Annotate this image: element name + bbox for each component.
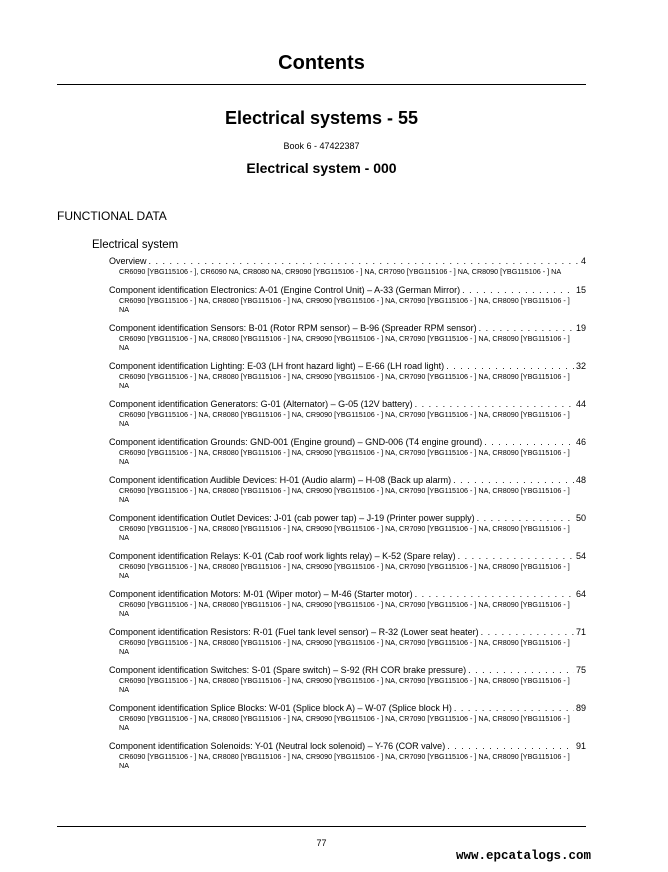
dot-leader (468, 665, 574, 676)
toc-entry-line (109, 475, 586, 486)
toc-entry-title[interactable]: Component identification Resistors: R-01 (Fuel tank level sensor) – R-32 (Lower seat heater) (109, 626, 479, 637)
book-reference: Book 6 - 47422387 (283, 141, 360, 151)
dot-leader (458, 551, 574, 562)
toc-entry-line (109, 513, 586, 524)
toc-entry-models: CR6090 [YBG115106 - ] NA, CR8080 [YBG115106 - ] NA, CR9090 [YBG115106 - ] NA, CR7090 [YBG115106 - ] NA, CR8090 [YBG115106 - ] NA (119, 485, 570, 504)
toc-entry-line (109, 741, 586, 752)
group-heading: Electrical system (92, 239, 179, 251)
toc-entry-line (109, 589, 586, 600)
dot-leader (479, 323, 574, 334)
toc-entry[interactable] (109, 475, 586, 505)
toc-entry-line (109, 285, 586, 296)
dot-leader (447, 741, 574, 752)
top-rule (57, 84, 586, 85)
toc-entry-page[interactable]: 89 (575, 702, 586, 713)
dot-leader (446, 361, 574, 372)
toc-entry[interactable] (109, 361, 586, 391)
toc-entry-title[interactable]: Component identification Splice Blocks: W-01 (Splice block A) – W-07 (Splice block H) (109, 702, 452, 713)
toc-entry-title[interactable]: Component identification Grounds: GND-001 (Engine ground) – GND-006 (T4 engine ground) (109, 436, 483, 447)
toc-entry-models: CR6090 [YBG115106 - ] NA, CR8080 [YBG115106 - ] NA, CR9090 [YBG115106 - ] NA, CR7090 [YBG115106 - ] NA, CR8090 [YBG115106 - ] NA (119, 295, 570, 314)
toc-entry-page[interactable]: 48 (575, 474, 586, 485)
dot-leader (477, 513, 574, 524)
toc-entry-page[interactable]: 4 (580, 256, 586, 266)
page-number: 77 (316, 838, 327, 848)
section-title: Electrical systems - 55 (224, 108, 419, 128)
toc-entry-title[interactable]: Component identification Lighting: E-03 (LH front hazard light) – E-66 (LH road light) (109, 360, 445, 371)
toc-entry-page[interactable]: 46 (575, 436, 586, 447)
toc-entry-models: CR6090 [YBG115106 - ] NA, CR8080 [YBG115106 - ] NA, CR9090 [YBG115106 - ] NA, CR7090 [YBG115106 - ] NA, CR8090 [YBG115106 - ] NA (119, 751, 570, 770)
dot-leader (454, 703, 574, 714)
toc-entry-page[interactable]: 64 (575, 588, 586, 599)
table-of-contents (109, 256, 586, 779)
subsection-title: Electrical system - 000 (246, 160, 397, 176)
toc-entry[interactable] (109, 665, 586, 695)
functional-data-heading: FUNCTIONAL DATA (57, 209, 167, 223)
toc-entry-line (109, 665, 586, 676)
dot-leader (415, 399, 574, 410)
toc-entry-models: CR6090 [YBG115106 - ] NA, CR8080 [YBG115106 - ] NA, CR9090 [YBG115106 - ] NA, CR7090 [YBG115106 - ] NA, CR8090 [YBG115106 - ] NA (119, 371, 570, 390)
toc-entry-page[interactable]: 44 (575, 398, 586, 409)
toc-entry[interactable] (109, 703, 586, 733)
toc-entry[interactable] (109, 256, 586, 277)
dot-leader (484, 437, 574, 448)
toc-entry[interactable] (109, 323, 586, 353)
bottom-rule (57, 826, 586, 827)
dot-leader (462, 285, 574, 296)
toc-entry-page[interactable]: 19 (575, 322, 586, 333)
toc-entry-title[interactable]: Component identification Relays: K-01 (Cab roof work lights relay) – K-52 (Spare relay) (109, 550, 456, 561)
dot-leader (415, 589, 574, 600)
toc-entry-page[interactable]: 15 (575, 284, 586, 295)
toc-entry[interactable] (109, 399, 586, 429)
toc-entry-title[interactable]: Component identification Solenoids: Y-01 (Neutral lock solenoid) – Y-76 (COR valve) (109, 740, 446, 751)
toc-entry-page[interactable]: 71 (575, 626, 586, 637)
toc-entry-line (109, 703, 586, 714)
toc-entry-title[interactable]: Component identification Motors: M-01 (Wiper motor) – M-46 (Starter motor) (109, 588, 413, 599)
toc-entry-models: CR6090 [YBG115106 - ] NA, CR8080 [YBG115106 - ] NA, CR9090 [YBG115106 - ] NA, CR7090 [YBG115106 - ] NA, CR8090 [YBG115106 - ] NA (119, 713, 570, 732)
toc-entry-title[interactable]: Component identification Sensors: B-01 (Rotor RPM sensor) – B-96 (Spreader RPM sensor) (109, 322, 477, 333)
page-title: Contents (278, 52, 365, 74)
watermark: www.epcatalogs.com (456, 849, 592, 863)
toc-entry-page[interactable]: 91 (575, 740, 586, 751)
toc-entry-line (109, 437, 586, 448)
toc-entry-models: CR6090 [YBG115106 - ], CR6090 NA, CR8080 NA, CR9090 [YBG115106 - ] NA, CR7090 [YBG115106 - ] NA, CR8090 [YBG115106 - ] NA (119, 267, 562, 276)
toc-entry-models: CR6090 [YBG115106 - ] NA, CR8080 [YBG115106 - ] NA, CR9090 [YBG115106 - ] NA, CR7090 [YBG115106 - ] NA, CR8090 [YBG115106 - ] NA (119, 561, 570, 580)
toc-entry[interactable] (109, 627, 586, 657)
toc-entry[interactable] (109, 437, 586, 467)
toc-entry[interactable] (109, 513, 586, 543)
toc-entry[interactable] (109, 551, 586, 581)
dot-leader (453, 475, 574, 486)
toc-entry-models: CR6090 [YBG115106 - ] NA, CR8080 [YBG115106 - ] NA, CR9090 [YBG115106 - ] NA, CR7090 [YBG115106 - ] NA, CR8090 [YBG115106 - ] NA (119, 333, 570, 352)
toc-entry-models: CR6090 [YBG115106 - ] NA, CR8080 [YBG115106 - ] NA, CR9090 [YBG115106 - ] NA, CR7090 [YBG115106 - ] NA, CR8090 [YBG115106 - ] NA (119, 637, 570, 656)
toc-entry-title[interactable]: Component identification Generators: G-01 (Alternator) – G-05 (12V battery) (109, 398, 413, 409)
dot-leader (481, 627, 574, 638)
toc-entry-page[interactable]: 75 (575, 664, 586, 675)
toc-entry-models: CR6090 [YBG115106 - ] NA, CR8080 [YBG115106 - ] NA, CR9090 [YBG115106 - ] NA, CR7090 [YBG115106 - ] NA, CR8090 [YBG115106 - ] NA (119, 599, 570, 618)
toc-entry-title[interactable]: Overview (109, 256, 147, 266)
toc-entry[interactable] (109, 589, 586, 619)
toc-entry-models: CR6090 [YBG115106 - ] NA, CR8080 [YBG115106 - ] NA, CR9090 [YBG115106 - ] NA, CR7090 [YBG115106 - ] NA, CR8090 [YBG115106 - ] NA (119, 523, 570, 542)
toc-entry[interactable] (109, 285, 586, 315)
toc-entry-title[interactable]: Component identification Switches: S-01 (Spare switch) – S-92 (RH COR brake pressure) (109, 664, 467, 675)
toc-entry-line (109, 323, 586, 334)
toc-entry-page[interactable]: 54 (575, 550, 586, 561)
dot-leader (149, 256, 579, 267)
toc-entry-line (109, 551, 586, 562)
toc-entry-models: CR6090 [YBG115106 - ] NA, CR8080 [YBG115106 - ] NA, CR9090 [YBG115106 - ] NA, CR7090 [YBG115106 - ] NA, CR8090 [YBG115106 - ] NA (119, 409, 570, 428)
toc-entry-page[interactable]: 32 (575, 360, 586, 371)
toc-entry[interactable] (109, 741, 586, 771)
toc-entry-models: CR6090 [YBG115106 - ] NA, CR8080 [YBG115106 - ] NA, CR9090 [YBG115106 - ] NA, CR7090 [YBG115106 - ] NA, CR8090 [YBG115106 - ] NA (119, 447, 570, 466)
toc-entry-line (109, 256, 586, 267)
toc-entry-title[interactable]: Component identification Audible Devices: H-01 (Audio alarm) – H-08 (Back up alarm) (109, 474, 452, 485)
toc-entry-line (109, 361, 586, 372)
toc-entry-line (109, 399, 586, 410)
toc-entry-title[interactable]: Component identification Electronics: A-01 (Engine Control Unit) – A-33 (German Mirror) (109, 284, 461, 295)
toc-entry-page[interactable]: 50 (575, 512, 586, 523)
toc-entry-line (109, 627, 586, 638)
toc-entry-title[interactable]: Component identification Outlet Devices: J-01 (cab power tap) – J-19 (Printer power supply) (109, 512, 475, 523)
toc-entry-models: CR6090 [YBG115106 - ] NA, CR8080 [YBG115106 - ] NA, CR9090 [YBG115106 - ] NA, CR7090 [YBG115106 - ] NA, CR8090 [YBG115106 - ] NA (119, 675, 570, 694)
